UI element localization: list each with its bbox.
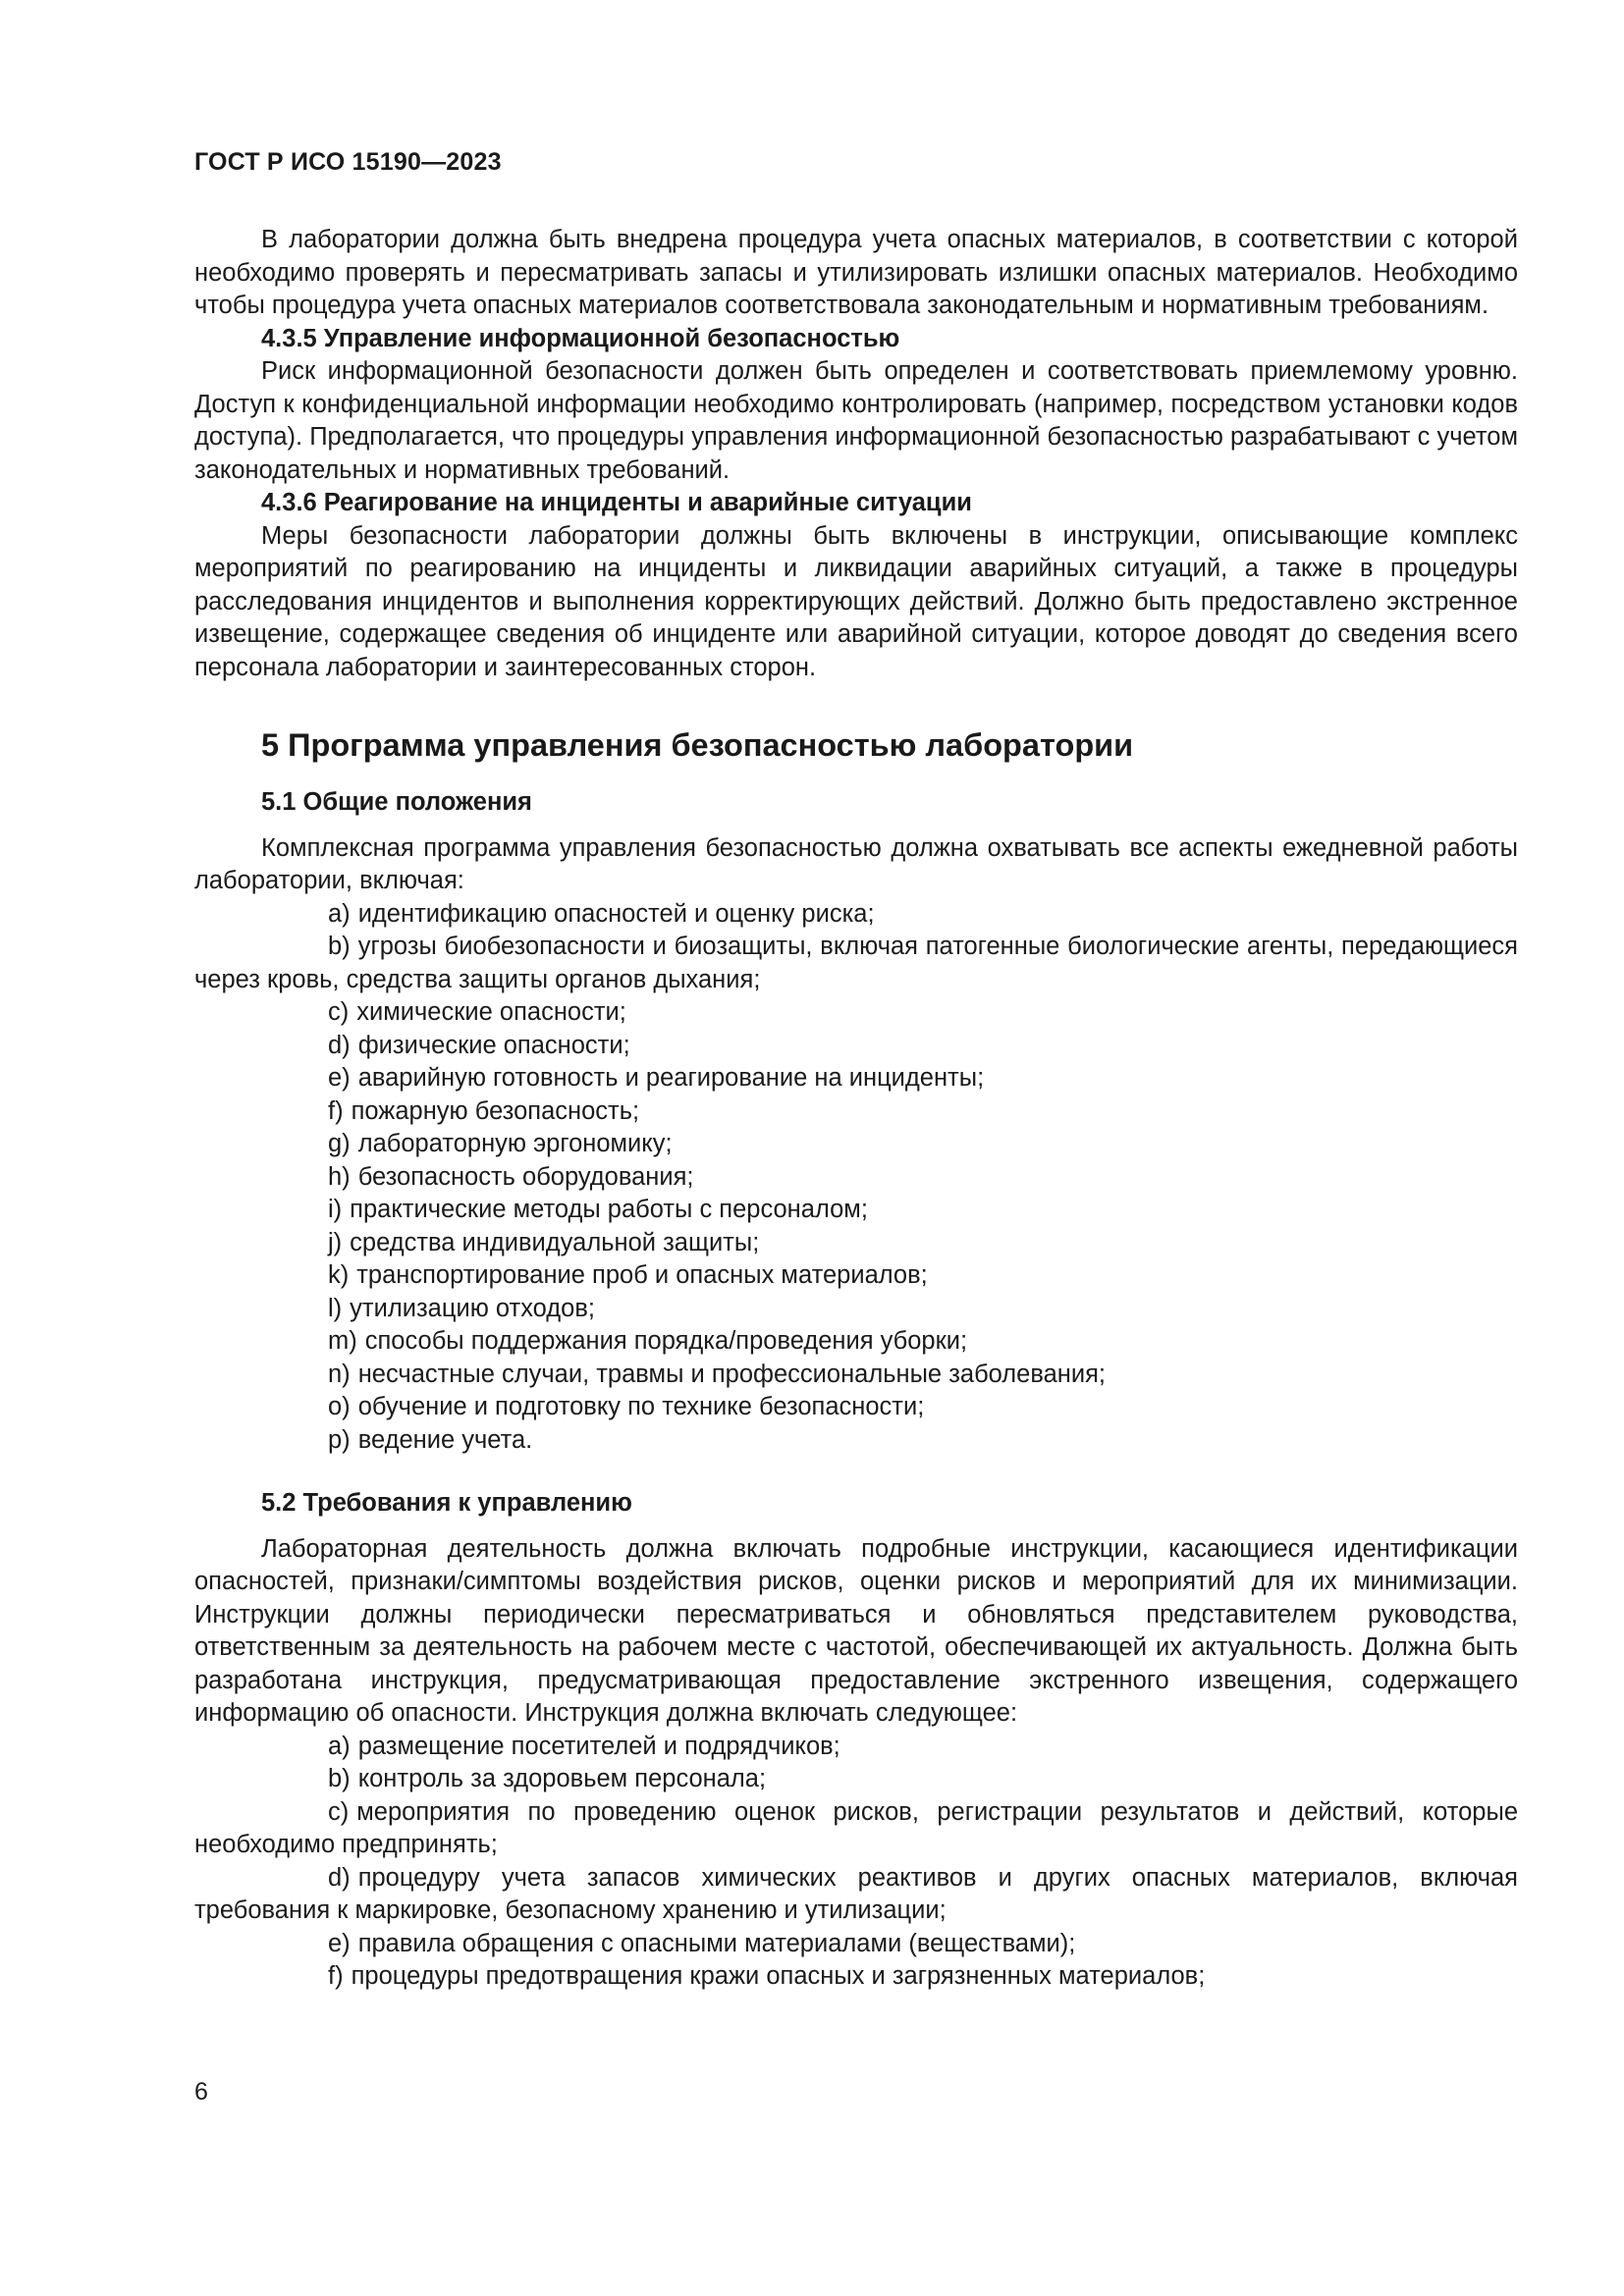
list-item: b) угрозы биобезопасности и биозащиты, включая патогенные биологические агенты, передающиеся через кровь, средства защиты органов дыхания; xyxy=(194,933,1518,993)
document-header: ГОСТ Р ИСО 15190—2023 xyxy=(194,148,502,176)
list-item: m) способы поддержания порядка/проведения уборки; xyxy=(328,1327,968,1355)
list-item: b) контроль за здоровьем персонала; xyxy=(328,1765,767,1792)
list-item: a) размещение посетителей и подрядчиков; xyxy=(328,1732,840,1760)
list-item: a) идентификацию опасностей и оценку риска; xyxy=(328,899,875,928)
list-item: i) практические методы работы с персоналом; xyxy=(328,1196,868,1223)
intro-paragraph: В лаборатории должна быть внедрена процедура учета опасных материалов, в соответствии с которой необходимо проверять и пересматривать запасы и утилизировать излишки опасных материалов. Необходимо чтобы процедура учета опасных материалов соответствовала законодательным и нормативным требованиям. xyxy=(194,226,1518,319)
page-body xyxy=(194,224,1518,1994)
paragraph-5-2-intro: Лабораторная деятельность должна включать подробные инструкции, касающиеся идентификации опасностей, признаки/симптомы воздействия рисков, оценки рисков и мероприятий для их минимизации. Инструкции должны периодически пересматриваться и обновляться представителем руководства, ответственным за деятельность на рабочем месте с частотой, обеспечивающей их актуальность. Должна быть разработана инструкция, предусматривающая предоставление экстренного извещения, содержащего информацию об опасности. Инструкция должна включать следующее: xyxy=(194,1534,1518,1727)
page-number: 6 xyxy=(194,2078,208,2106)
list-item: g) лабораторную эргономику; xyxy=(328,1130,673,1157)
paragraph-4-3-6: Меры безопасности лаборатории должны быть включены в инструкции, описывающие комплекс мероприятий по реагированию на инциденты и ликвидации аварийных ситуаций, а также в процедуры расследования инцидентов и выполнения корректирующих действий. Должно быть предоставлено экстренное извещение, содержащее сведения об инциденте или аварийной ситуации, которое доводят до сведения всего персонала лаборатории и заинтересованных сторон. xyxy=(194,521,1518,681)
list-item: k) транспортирование проб и опасных материалов; xyxy=(328,1261,928,1289)
list-item: d) процедуру учета запасов химических реактивов и других опасных материалов, включая требования к маркировке, безопасному хранению и утилизации; xyxy=(194,1863,1518,1924)
list-item: l) утилизацию отходов; xyxy=(328,1294,595,1322)
paragraph-5-1-intro: Комплексная программа управления безопасностью должна охватывать все аспекты ежедневной работы лаборатории, включая: xyxy=(194,833,1518,894)
heading-4-3-5: 4.3.5 Управление информационной безопасностью xyxy=(261,324,900,352)
list-item: c) химические опасности; xyxy=(328,998,626,1026)
heading-5-2: 5.2 Требования к управлению xyxy=(261,1489,632,1517)
list-item: o) обучение и подготовку по технике безопасности; xyxy=(328,1393,925,1420)
list-5-2 xyxy=(194,1731,1518,1994)
heading-4-3-6: 4.3.6 Реагирование на инциденты и аварийные ситуации xyxy=(261,489,972,516)
list-item: e) правила обращения с опасными материалами (веществами); xyxy=(328,1929,1076,1957)
list-item: c) мероприятия по проведению оценок рисков, регистрации результатов и действий, которые необходимо предпринять; xyxy=(194,1797,1518,1858)
list-5-1 xyxy=(194,898,1518,1458)
list-item: n) несчастные случаи, травмы и профессиональные заболевания; xyxy=(328,1360,1107,1388)
heading-5-1: 5.1 Общие положения xyxy=(261,788,532,816)
paragraph-4-3-5: Риск информационной безопасности должен быть определен и соответствовать приемлемому уровню. Доступ к конфиденциальной информации необходимо контролировать (например, посредством установки кодов доступа). Предполагается, что процедуры управления информационной безопасностью разрабатывают с учетом законодательных и нормативных требований. xyxy=(194,357,1518,484)
list-item: f) процедуры предотвращения кражи опасных и загрязненных материалов; xyxy=(328,1962,1206,1990)
list-item: e) аварийную готовность и реагирование на инциденты; xyxy=(328,1064,985,1092)
list-item: h) безопасность оборудования; xyxy=(328,1162,694,1191)
list-item: j) средства индивидуальной защиты; xyxy=(328,1228,760,1256)
section-5-title: 5 Программа управления безопасностью лаборатории xyxy=(261,727,1134,763)
list-item: f) пожарную безопасность; xyxy=(328,1096,640,1125)
list-item: p) ведение учета. xyxy=(328,1425,533,1454)
list-item: d) физические опасности; xyxy=(328,1031,630,1059)
